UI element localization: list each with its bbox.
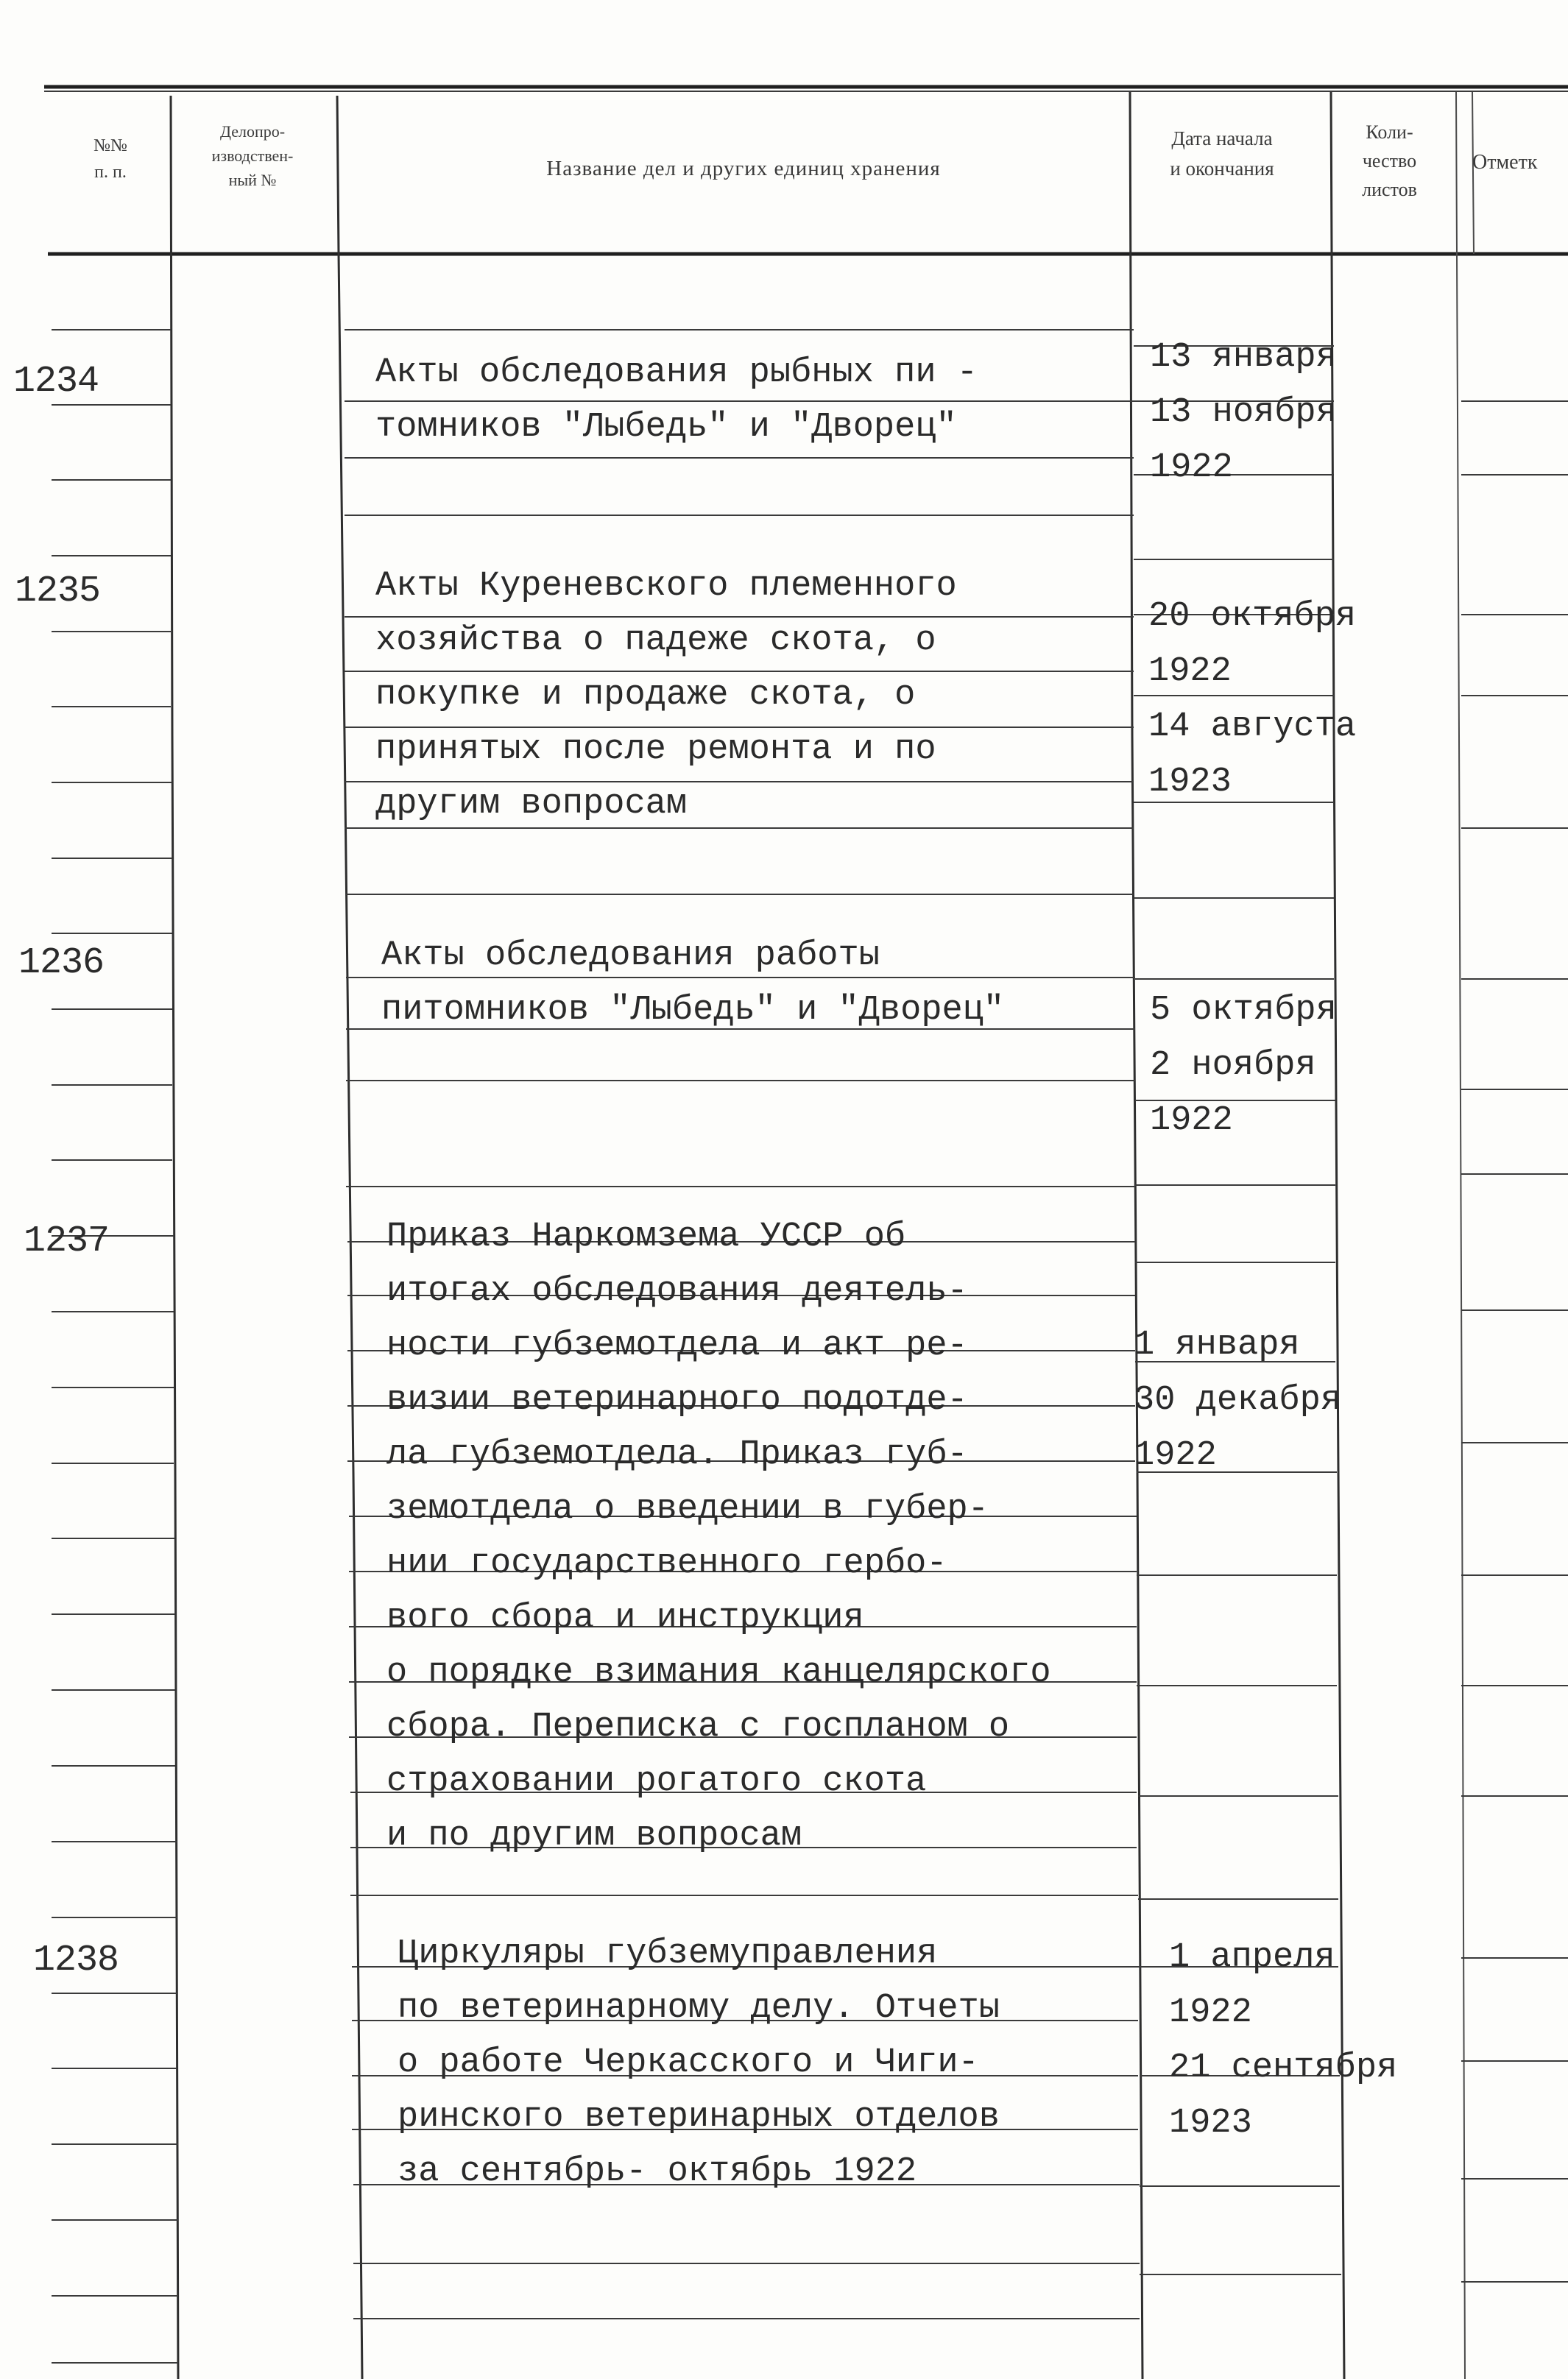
record-date	[1148, 589, 1356, 810]
record-number: 1237	[24, 1220, 110, 1262]
record-title-line: принятых после ремонта и по	[375, 730, 936, 769]
header-title-column: Название дел и других единиц хранения	[546, 157, 941, 180]
record-date-line: 30 декабря	[1134, 1381, 1342, 1420]
record-date-line: 1922	[1169, 1993, 1252, 2032]
record-title-line: Приказ Наркомзема УССР об	[386, 1217, 906, 1256]
record-title-line: Циркуляры губземуправления	[398, 1934, 938, 1973]
record-title-line: и по другим вопросам	[386, 1817, 802, 1856]
record-title-line: ринского ветеринарных отделов	[398, 2098, 1000, 2137]
record-title	[381, 929, 1004, 1038]
header-office-line3: ный №	[228, 171, 277, 189]
record-title-line: о работе Черкасского и Чиги-	[398, 2043, 979, 2082]
record-date	[1169, 1930, 1397, 2151]
record-title-line: вого сбора и инструкция	[386, 1599, 864, 1638]
record-date-line: 1 апреля	[1169, 1938, 1335, 1977]
record-title-line: нии государственного гербо-	[386, 1544, 947, 1583]
header-date-column	[1134, 124, 1310, 183]
header-number-line1: №№	[93, 136, 127, 155]
record-number: 1238	[33, 1940, 119, 1982]
header-count-line1: Коли-	[1366, 121, 1413, 143]
record-title-line: Акты Куреневского племенного	[375, 567, 957, 606]
header-count-column	[1332, 118, 1447, 204]
record-date	[1134, 1318, 1341, 1483]
record-title-line: визии ветеринарного подотде-	[386, 1381, 968, 1420]
header-count-line2: чество	[1362, 150, 1417, 172]
record-title	[386, 1210, 1051, 1864]
header-office-line1: Делопро-	[219, 122, 286, 141]
header-date-line1: Дата начала	[1171, 127, 1273, 149]
record-title-line: по ветеринарному делу. Отчеты	[398, 1989, 1000, 2028]
record-title-line: другим вопросам	[375, 785, 688, 824]
record-number: 1235	[15, 570, 101, 612]
record-title-line: земотдела о введении в губер-	[386, 1490, 989, 1529]
record-title-line: о порядке взимания канцелярского	[386, 1653, 1051, 1692]
record-date	[1150, 983, 1337, 1148]
record-title-line: сбора. Переписка с госпланом о	[386, 1708, 1010, 1747]
right-column-rulings	[1461, 401, 1568, 2282]
record-date-line: 1923	[1169, 2104, 1252, 2143]
record-date-line: 14 августа	[1148, 707, 1357, 746]
record-date-line: 1922	[1148, 652, 1232, 691]
column-border-office	[337, 96, 362, 2379]
header-date-line2: и окончания	[1170, 157, 1274, 180]
record-date-line: 20 октября	[1148, 597, 1357, 636]
record-title-line: за сентябрь- октябрь 1922	[398, 2152, 917, 2191]
record-date-line: 1922	[1150, 448, 1233, 487]
record-title-line: Акты обследования работы	[381, 936, 880, 975]
record-title-line: томников "Лыбедь" и "Дворец"	[375, 408, 957, 447]
record-title-line: итогах обследования деятель-	[386, 1272, 968, 1311]
header-office-number-column	[168, 119, 337, 192]
record-date-line: 2 ноября	[1150, 1046, 1316, 1085]
record-date-line: 1922	[1150, 1101, 1233, 1140]
header-count-line3: листов	[1362, 179, 1417, 200]
record-date-line: 1 января	[1134, 1326, 1300, 1365]
column-border-count	[1456, 92, 1465, 2379]
record-title-line: покупке и продаже скота, о	[375, 676, 916, 715]
header-number-line2: п. п.	[94, 163, 127, 182]
record-date	[1150, 330, 1337, 495]
record-title-line: питомников "Лыбедь" и "Дворец"	[381, 991, 1005, 1030]
record-title-line: хозяйства о падеже скота, о	[375, 621, 936, 660]
record-title-line: ности губземотдела и акт ре-	[386, 1326, 968, 1365]
column-border-number	[171, 96, 178, 2379]
header-number-column	[70, 132, 151, 185]
record-title-line: Акты обследования рыбных пи -	[375, 353, 978, 392]
record-date-line: 21 сентября	[1169, 2049, 1398, 2088]
record-date-line: 1922	[1134, 1436, 1217, 1475]
record-date-line: 13 января	[1150, 338, 1337, 377]
record-title	[375, 559, 957, 832]
record-number: 1234	[13, 361, 99, 403]
record-date-line: 5 октября	[1150, 991, 1337, 1030]
header-office-line2: изводствен-	[211, 146, 294, 165]
left-margin-rulings	[52, 330, 178, 2363]
column-border-title	[1130, 92, 1143, 2379]
record-title-line: страховании рогатого скота	[386, 1762, 927, 1801]
header-notes-column: Отметк	[1472, 151, 1538, 174]
record-date-line: 13 ноября	[1150, 393, 1337, 432]
record-title	[375, 346, 978, 455]
record-title	[398, 1927, 1000, 2199]
record-number: 1236	[18, 942, 105, 984]
record-title-line: ла губземотдела. Приказ губ-	[386, 1435, 968, 1474]
record-date-line: 1923	[1148, 763, 1232, 802]
